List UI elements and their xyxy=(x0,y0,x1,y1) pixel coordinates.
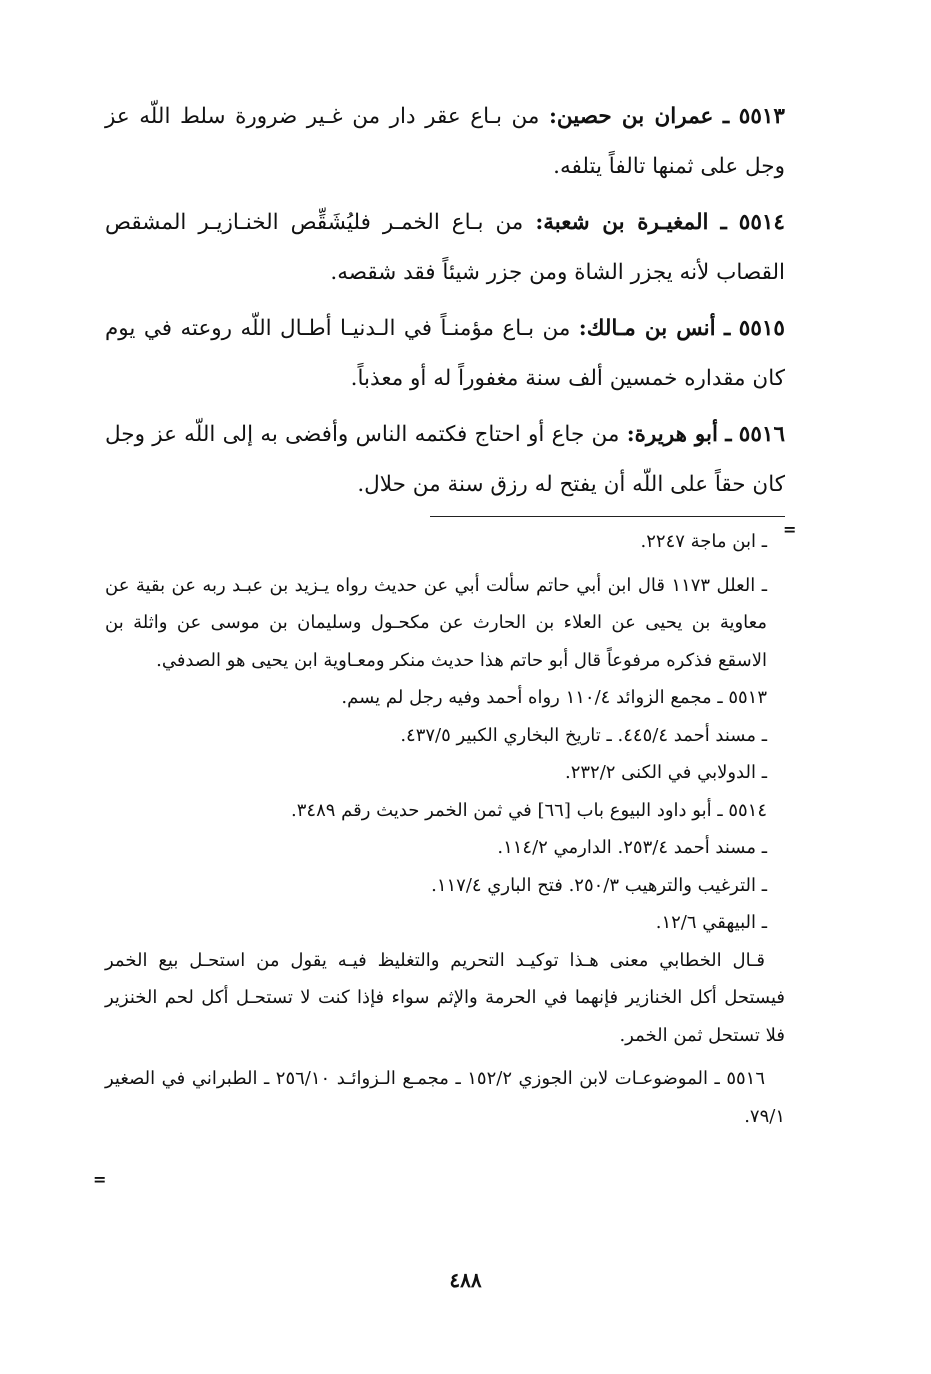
note-5514: ٥٥١٤ ـ أبو داود البيوع باب [٦٦] في ثمن الخمر حديث رقم ٣٤٨٩. xyxy=(291,799,767,821)
page-number: ٤٨٨ xyxy=(449,1268,482,1292)
entry-number: ٥٥١٥ xyxy=(738,316,785,341)
page-body xyxy=(105,92,785,1135)
entry-dash: ـ xyxy=(725,422,732,447)
entry-text: من جاع أو احتاج فكتمه الناس وأفضى به إلى اللّه عز وجل كان حقاً على اللّه أن يفتح له رزق سنة من حلال. xyxy=(105,422,785,497)
narrator-name: أبو هريرة: xyxy=(626,422,718,447)
footnotes xyxy=(105,523,785,1135)
entry-number: ٥٥١٤ xyxy=(738,210,785,235)
entry-text: من بـاع عقر دار من غـير ضرورة سلط اللّه عز وجل على ثمنها تالفاً يتلفه. xyxy=(105,104,785,179)
note-ibn-majah: ـ ابن ماجة ٢٢٤٧. xyxy=(640,531,767,552)
note-5513: ٥٥١٣ ـ مجمع الزوائد ١١٠/٤ رواه أحمد وفيه رجل لم يسم. xyxy=(341,687,767,708)
entry-5514 xyxy=(105,198,785,298)
entry-dash: ـ xyxy=(720,210,727,235)
entry-5513 xyxy=(105,92,785,192)
footnote-separator-wrap xyxy=(105,516,785,517)
entry-text: من بـاع الخمـر فليُشَقِّص الخنـازيـر المشقص القصاب لأنه يجزر الشاة ومن جزر شيئاً فقد شقصه. xyxy=(105,210,785,285)
entry-5516 xyxy=(105,410,785,510)
note-musnad-darimi: ـ مسند أحمد ٢٥٣/٤. الدارمي ١١٤/٢. xyxy=(497,837,767,858)
entry-dash: ـ xyxy=(724,316,731,341)
note-bayhaqi: ـ البيهقي ١٢/٦. xyxy=(655,912,767,933)
narrator-name: عمران بن حصين: xyxy=(548,104,714,129)
footnote-separator xyxy=(430,516,785,517)
note-dulabi: ـ الدولابي في الكنى ٢٣٢/٢. xyxy=(564,762,767,783)
note-5516: ٥٥١٦ ـ الموضوعـات لابن الجوزي ١٥٢/٢ ـ مجمـع الـزوائـد ٢٥٦/١٠ ـ الطبراني في الصغير ٧٩/١. xyxy=(105,1068,785,1127)
continuation-mark: = xyxy=(783,520,797,539)
narrator-name: أنس بن مـالك: xyxy=(578,316,716,341)
entry-5515 xyxy=(105,304,785,404)
narrator-name: المغيـرة بن شعبة: xyxy=(535,210,709,235)
note-targhib-fath: ـ الترغيب والترهيب ٢٥٠/٣. فتح الباري ١١٧/٤. xyxy=(431,874,767,896)
entry-number: ٥٥١٦ xyxy=(738,422,785,447)
note-khattabi: قـال الخطابي معنى هـذا توكيـد التحريم والتغليظ فيـه يقول من استحـل بيع الخمر فيستحل أكل الخنازير فإنهما في الحرمة والإثم سواء فإذا كنت لا تستحـل أكل لحم الخنزير فلا تستحل ثمن الخمر. xyxy=(105,949,785,1046)
continuation-mark: = xyxy=(93,1170,107,1189)
entry-dash: ـ xyxy=(722,104,730,129)
entry-number: ٥٥١٣ xyxy=(738,104,785,129)
note-ilal: ـ العلل ١١٧٣ قال ابن أبي حاتم سألت أبي عن حديث رواه يـزيد بن عبـد ربه عن بقية عن معاوية بن يحيى عن العلاء بن الحارث عن مكحـول وسليمان بن موسى عن واثلة بن الاسقع فذكره مرفوعاً قال أبو حاتم هذا حديث منكر ومعـاوية ابن يحيى هو الصدفي. xyxy=(105,574,767,671)
entry-text: من بـاع مؤمنـاً في الـدنيـا أطـال اللّه روعته في يوم كان مقداره خمسين ألف سنة مغفوراً له أو معذباً. xyxy=(105,316,785,391)
note-musnad-tarikh: ـ مسند أحمد ٤٤٥/٤. ـ تاريخ البخاري الكبير ٤٣٧/٥. xyxy=(400,724,767,746)
